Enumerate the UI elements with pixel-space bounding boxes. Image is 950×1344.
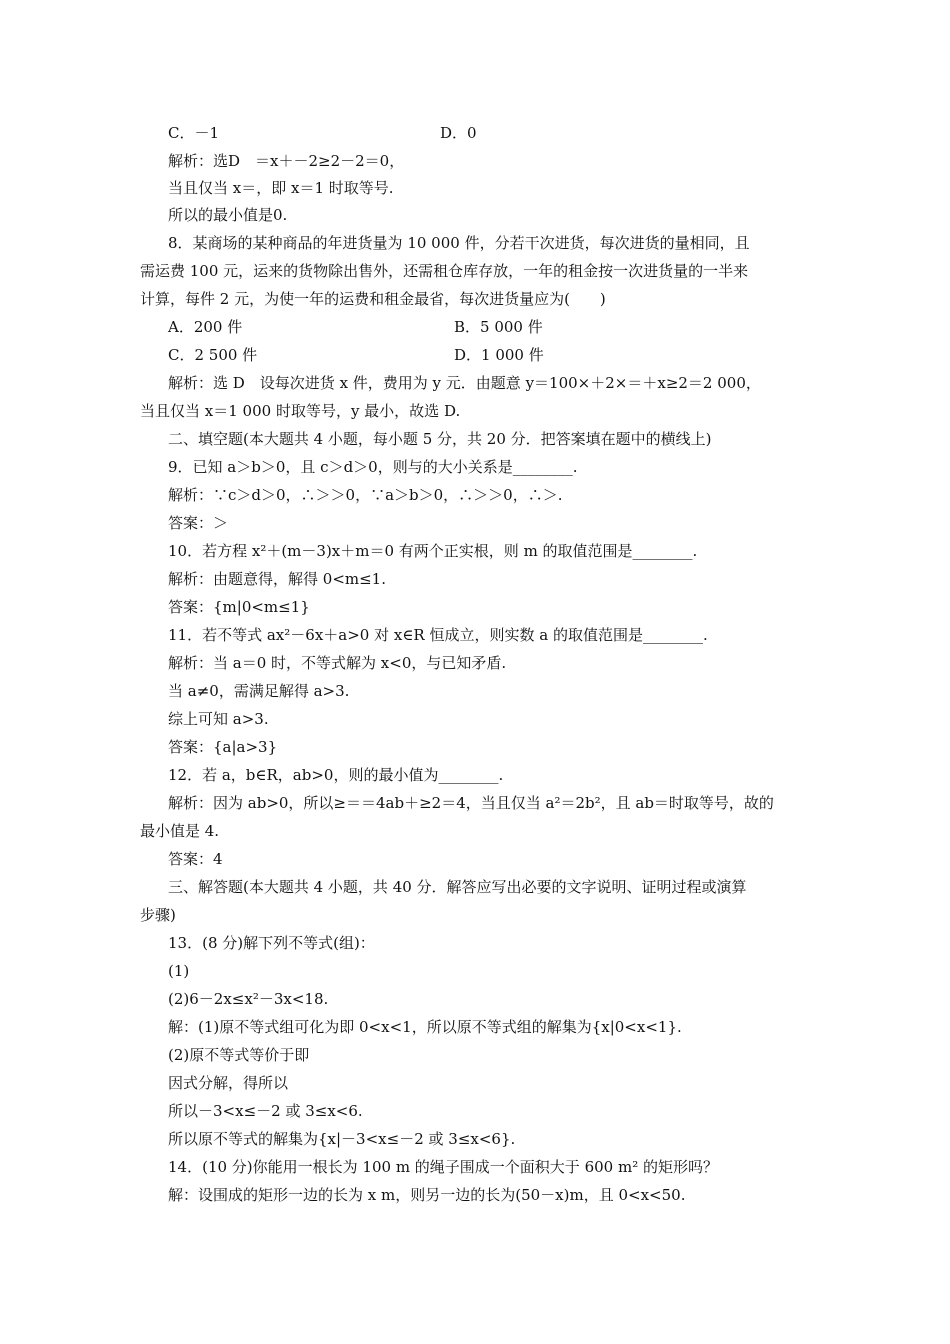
question-13-part1: (1) [168, 962, 190, 980]
solution-7-line2: 当且仅当 x＝，即 x＝1 时取等号. [168, 179, 394, 197]
solution-8-line2: 当且仅当 x＝1 000 时取等号，y 最小，故选 D. [140, 402, 461, 420]
option-b-8: B．5 000 件 [454, 318, 543, 336]
answer-9: 答案：＞ [168, 514, 229, 532]
question-12: 12．若 a，b∈R，ab>0，则的最小值为________. [168, 766, 504, 784]
solution-13-line2: (2)原不等式等价于即 [168, 1046, 310, 1064]
question-10: 10．若方程 x²＋(m－3)x＋m＝0 有两个正实根，则 m 的取值范围是________. [168, 542, 698, 560]
question-8-line1: 8．某商场的某种商品的年进货量为 10 000 件，分若干次进货，每次进货的量相同，且 [168, 234, 750, 252]
option-c-8: C．2 500 件 [168, 346, 258, 364]
solution-9: 解析：∵c＞d＞0，∴＞＞0，∵a＞b＞0，∴＞＞0，∴＞. [168, 486, 563, 504]
solution-13-line3: 因式分解，得所以 [168, 1074, 289, 1092]
option-d-7: D．0 [440, 124, 477, 142]
solution-7-line1: 解析：选D ＝x＋－2≥2－2＝0， [168, 152, 405, 170]
solution-14-line1: 解：设围成的矩形一边的长为 x m，则另一边的长为(50－x)m，且 0<x<50. [168, 1186, 686, 1204]
question-8-line3: 计算，每件 2 元，为使一年的运费和租金最省，每次进货量应为( ) [140, 290, 606, 308]
solution-8-line1: 解析：选 D 设每次进货 x 件，费用为 y 元．由题意 y＝100×＋2×＝＋x≥2＝2 000， [168, 374, 761, 392]
option-a-8: A．200 件 [168, 318, 243, 336]
solution-11-line3: 综上可知 a>3. [168, 710, 269, 728]
question-8-line2: 需运费 100 元，运来的货物除出售外，还需租仓库存放，一年的租金按一次进货量的一半来 [140, 262, 749, 280]
solution-13-line5: 所以原不等式的解集为{x|－3<x≤－2 或 3≤x<6}. [168, 1130, 516, 1148]
solution-13-line4: 所以－3<x≤－2 或 3≤x<6. [168, 1102, 363, 1120]
section-2-heading: 二、填空题(本大题共 4 小题，每小题 5 分，共 20 分．把答案填在题中的横线上) [168, 430, 712, 448]
solution-11-line2: 当 a≠0，需满足解得 a>3. [168, 682, 350, 700]
question-14: 14．(10 分)你能用一根长为 100 m 的绳子围成一个面积大于 600 m² 的矩形吗？ [168, 1158, 718, 1176]
solution-7-line3: 所以的最小值是0. [168, 206, 288, 224]
solution-12-line2: 最小值是 4. [140, 822, 220, 840]
answer-10: 答案：{m|0<m≤1} [168, 598, 310, 616]
section-3-heading-line1: 三、解答题(本大题共 4 小题，共 40 分．解答应写出必要的文字说明、证明过程或演算 [168, 878, 747, 896]
question-9: 9．已知 a＞b＞0，且 c＞d＞0，则与的大小关系是________. [168, 458, 578, 476]
answer-11: 答案：{a|a>3} [168, 738, 278, 756]
section-3-heading-line2: 步骤) [140, 906, 176, 924]
question-13: 13．(8 分)解下列不等式(组)： [168, 934, 375, 952]
solution-11-line1: 解析：当 a＝0 时，不等式解为 x<0，与已知矛盾. [168, 654, 507, 672]
solution-13-line1: 解：(1)原不等式组可化为即 0<x<1，所以原不等式组的解集为{x|0<x<1}. [168, 1018, 682, 1036]
question-13-part2: (2)6－2x≤x²－3x<18. [168, 990, 329, 1008]
solution-10: 解析：由题意得，解得 0<m≤1. [168, 570, 386, 588]
question-11: 11．若不等式 ax²－6x＋a>0 对 x∈R 恒成立，则实数 a 的取值范围是________. [168, 626, 708, 644]
option-c-7: C．－1 [168, 124, 220, 142]
solution-12-line1: 解析：因为 ab>0，所以≥＝＝4ab＋≥2＝4，当且仅当 a²＝2b²，且 ab＝时取等号，故的 [168, 794, 774, 812]
option-d-8: D．1 000 件 [454, 346, 544, 364]
answer-12: 答案：4 [168, 850, 223, 868]
